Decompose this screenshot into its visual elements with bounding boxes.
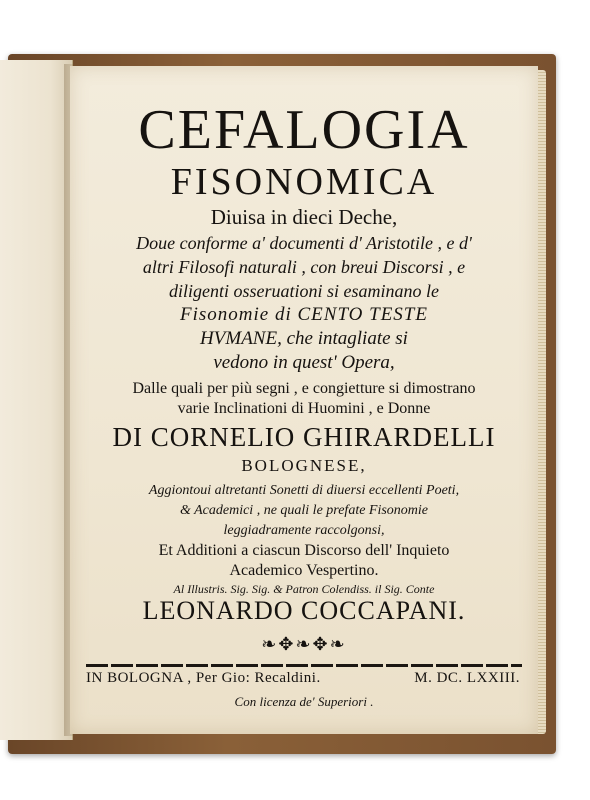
imprint-year: M. DC. LXXIII.	[414, 670, 520, 686]
title-line: Doue conforme a' documenti d' Aristotile , e d'	[136, 233, 472, 253]
title-line: Academico Vespertino.	[229, 562, 379, 579]
book-title: CEFALOGIA	[138, 99, 470, 161]
title-line: & Academici , ne quali le prefate Fisonomie	[179, 503, 429, 518]
printers-ornament: ❧✥❧✥❧	[261, 634, 347, 654]
imprint	[70, 670, 538, 690]
book-subtitle: FISONOMICA	[170, 161, 438, 203]
author-origin: BOLOGNESE,	[241, 456, 367, 475]
rule-line	[86, 664, 522, 667]
title-line: varie Inclinationi di Huomini , e Donne	[177, 400, 431, 417]
title-line: vedono in quest' Opera,	[213, 352, 395, 373]
left-page	[0, 60, 73, 740]
title-line: Aggiontoui altretanti Sonetti di diuersi eccellenti Poeti,	[148, 483, 460, 498]
title-line: Et Additioni a ciascun Discorso dell' Inquieto	[158, 542, 450, 559]
title-page	[70, 66, 538, 734]
author-name: DI CORNELIO GHIRARDELLI	[112, 422, 496, 452]
dedicatee-name: LEONARDO COCCAPANI.	[142, 596, 466, 625]
title-line: leggiadramente raccolgonsi,	[223, 523, 385, 538]
title-line: diligenti osseruationi si esaminano le	[169, 281, 439, 301]
imprint-place: IN BOLOGNA , Per Gio: Recaldini.	[86, 670, 321, 686]
dedication-line: Al Illustris. Sig. Sig. & Patron Colendiss. il Sig. Conte	[173, 582, 435, 596]
title-line: Dalle quali per più segni , e congietture si dimostrano	[132, 380, 476, 397]
title-line: Diuisa in dieci Deche,	[210, 205, 398, 229]
title-line: Fisonomie di CENTO TESTE	[180, 304, 428, 325]
license-line: Con licenza de' Superiori .	[234, 694, 374, 709]
title-line: altri Filosofi naturali , con breui Discorsi , e	[142, 257, 466, 277]
title-line: HVMANE, che intagliate si	[200, 328, 408, 349]
